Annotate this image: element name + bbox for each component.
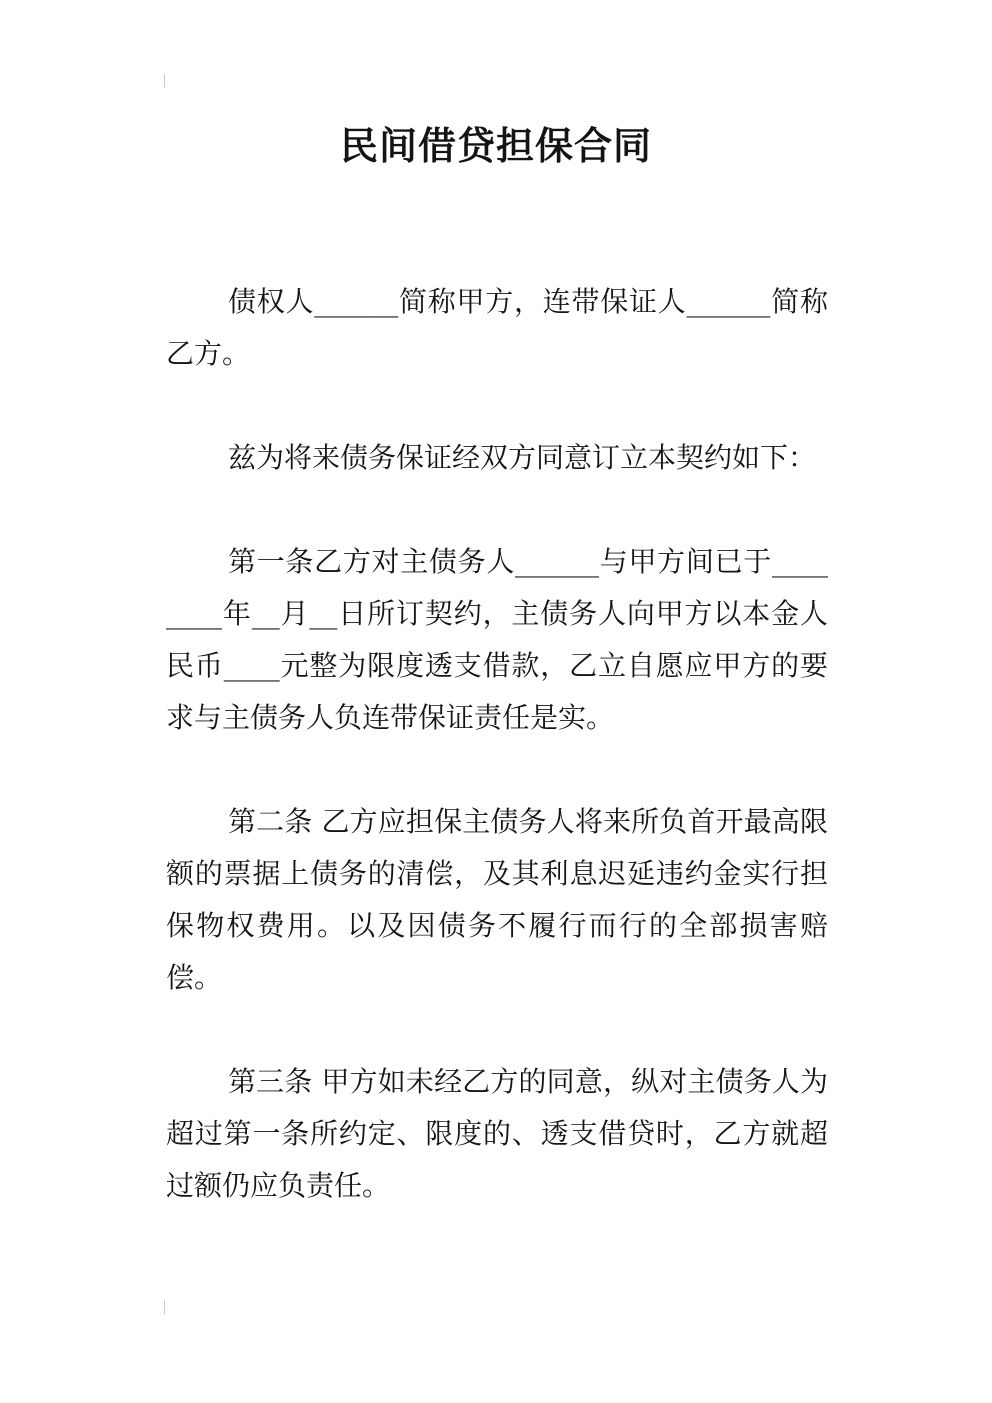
document-body <box>166 276 828 1212</box>
document-title: 民间借贷担保合同 <box>339 124 652 168</box>
paragraph-parties: 债权人______简称甲方，连带保证人______简称乙方。 <box>166 285 828 370</box>
paragraph-article-1: 第一条乙方对主债务人______与甲方间已于________年__月__日所订契约，主债务人向甲方以本金人民币____元整为限度透支借款，乙立自愿应甲方的要求与主债务人负连带保证责任是实。 <box>166 545 828 734</box>
crop-mark-bottom <box>164 1300 165 1314</box>
paragraph-article-2: 第二条 乙方应担保主债务人将来所负首开最高限额的票据上债务的清偿，及其利息迟延违约金实行担保物权费用。以及因债务不履行而行的全部损害赔偿。 <box>166 805 828 994</box>
paragraph-preamble: 兹为将来债务保证经双方同意订立本契约如下： <box>228 441 817 474</box>
crop-mark-top <box>164 74 165 88</box>
paragraph-article-3: 第三条 甲方如未经乙方的同意，纵对主债务人为超过第一条所约定、限度的、透支借贷时，乙方就超过额仍应负责任。 <box>166 1065 828 1202</box>
